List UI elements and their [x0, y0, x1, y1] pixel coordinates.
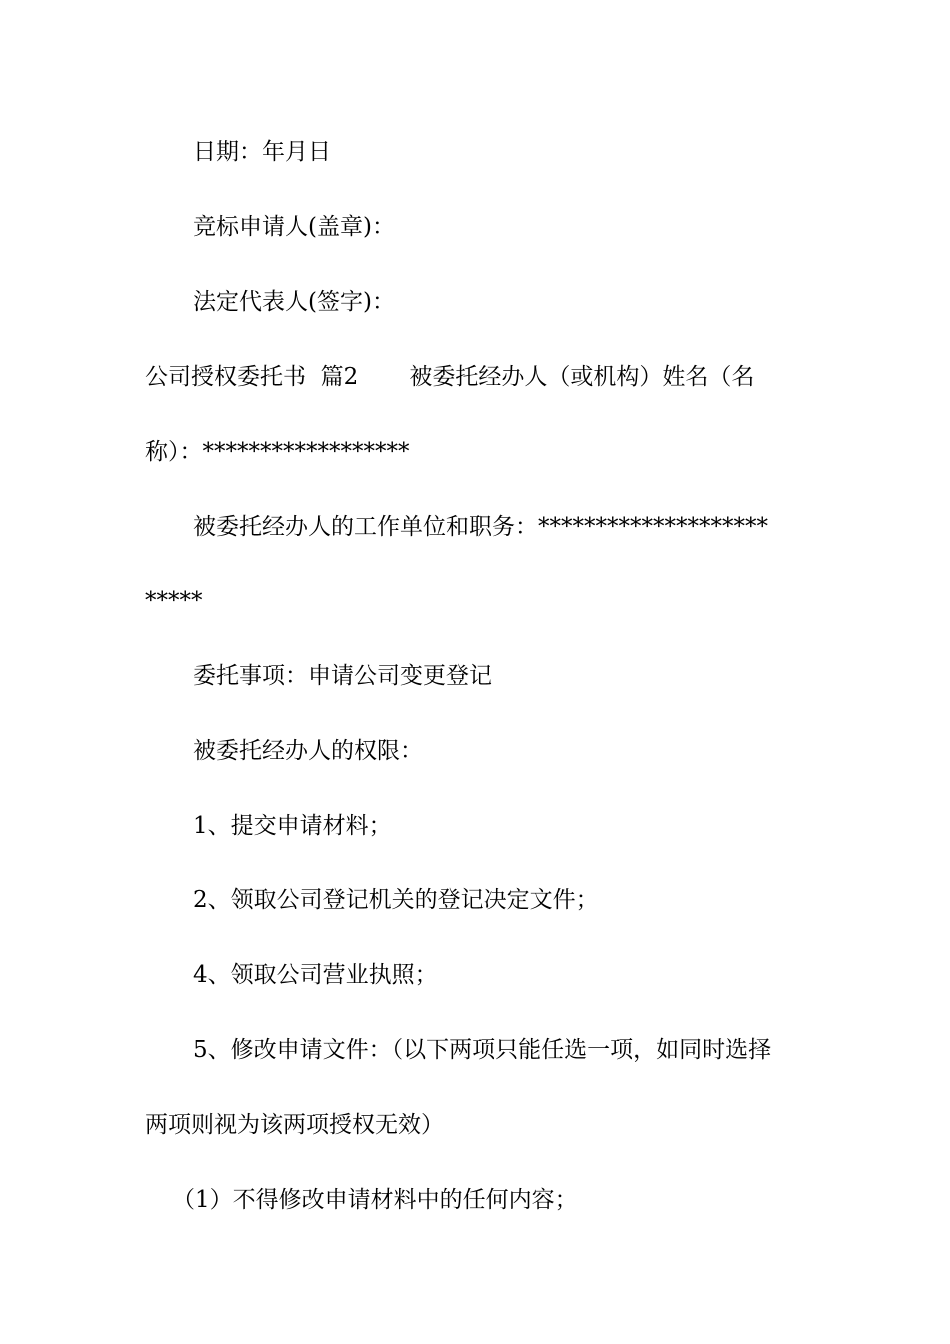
- authority-item-5: 5、修改申请文件：（以下两项只能任选一项，如同时选择: [193, 1037, 772, 1063]
- agent-workplace-continuation: *****: [145, 588, 203, 614]
- authority-item-2: 2、领取公司登记机关的登记决定文件；: [193, 887, 599, 913]
- authority-item-4: 4、领取公司营业执照；: [193, 962, 438, 988]
- agent-workplace-line: 被委托经办人的工作单位和职务：********************: [193, 514, 768, 540]
- applicant-seal-line: 竞标申请人(盖章)：: [193, 214, 395, 240]
- agent-name-continuation: 称）：******************: [145, 439, 410, 465]
- section-heading-line: 公司授权委托书 篇2 被委托经办人（或机构）姓名（名: [145, 364, 755, 390]
- legal-rep-signature-line: 法定代表人(签字)：: [193, 289, 395, 315]
- authority-item-1: 1、提交申请材料；: [193, 813, 392, 839]
- entrusted-matter-line: 委托事项：申请公司变更登记: [193, 663, 492, 689]
- authority-item-5-continuation: 两项则视为该两项授权无效）: [145, 1112, 444, 1138]
- sub-option-1: （1）不得修改申请材料中的任何内容；: [172, 1187, 578, 1213]
- agent-authority-heading: 被委托经办人的权限：: [193, 738, 423, 764]
- date-line: 日期：年月日: [193, 139, 331, 165]
